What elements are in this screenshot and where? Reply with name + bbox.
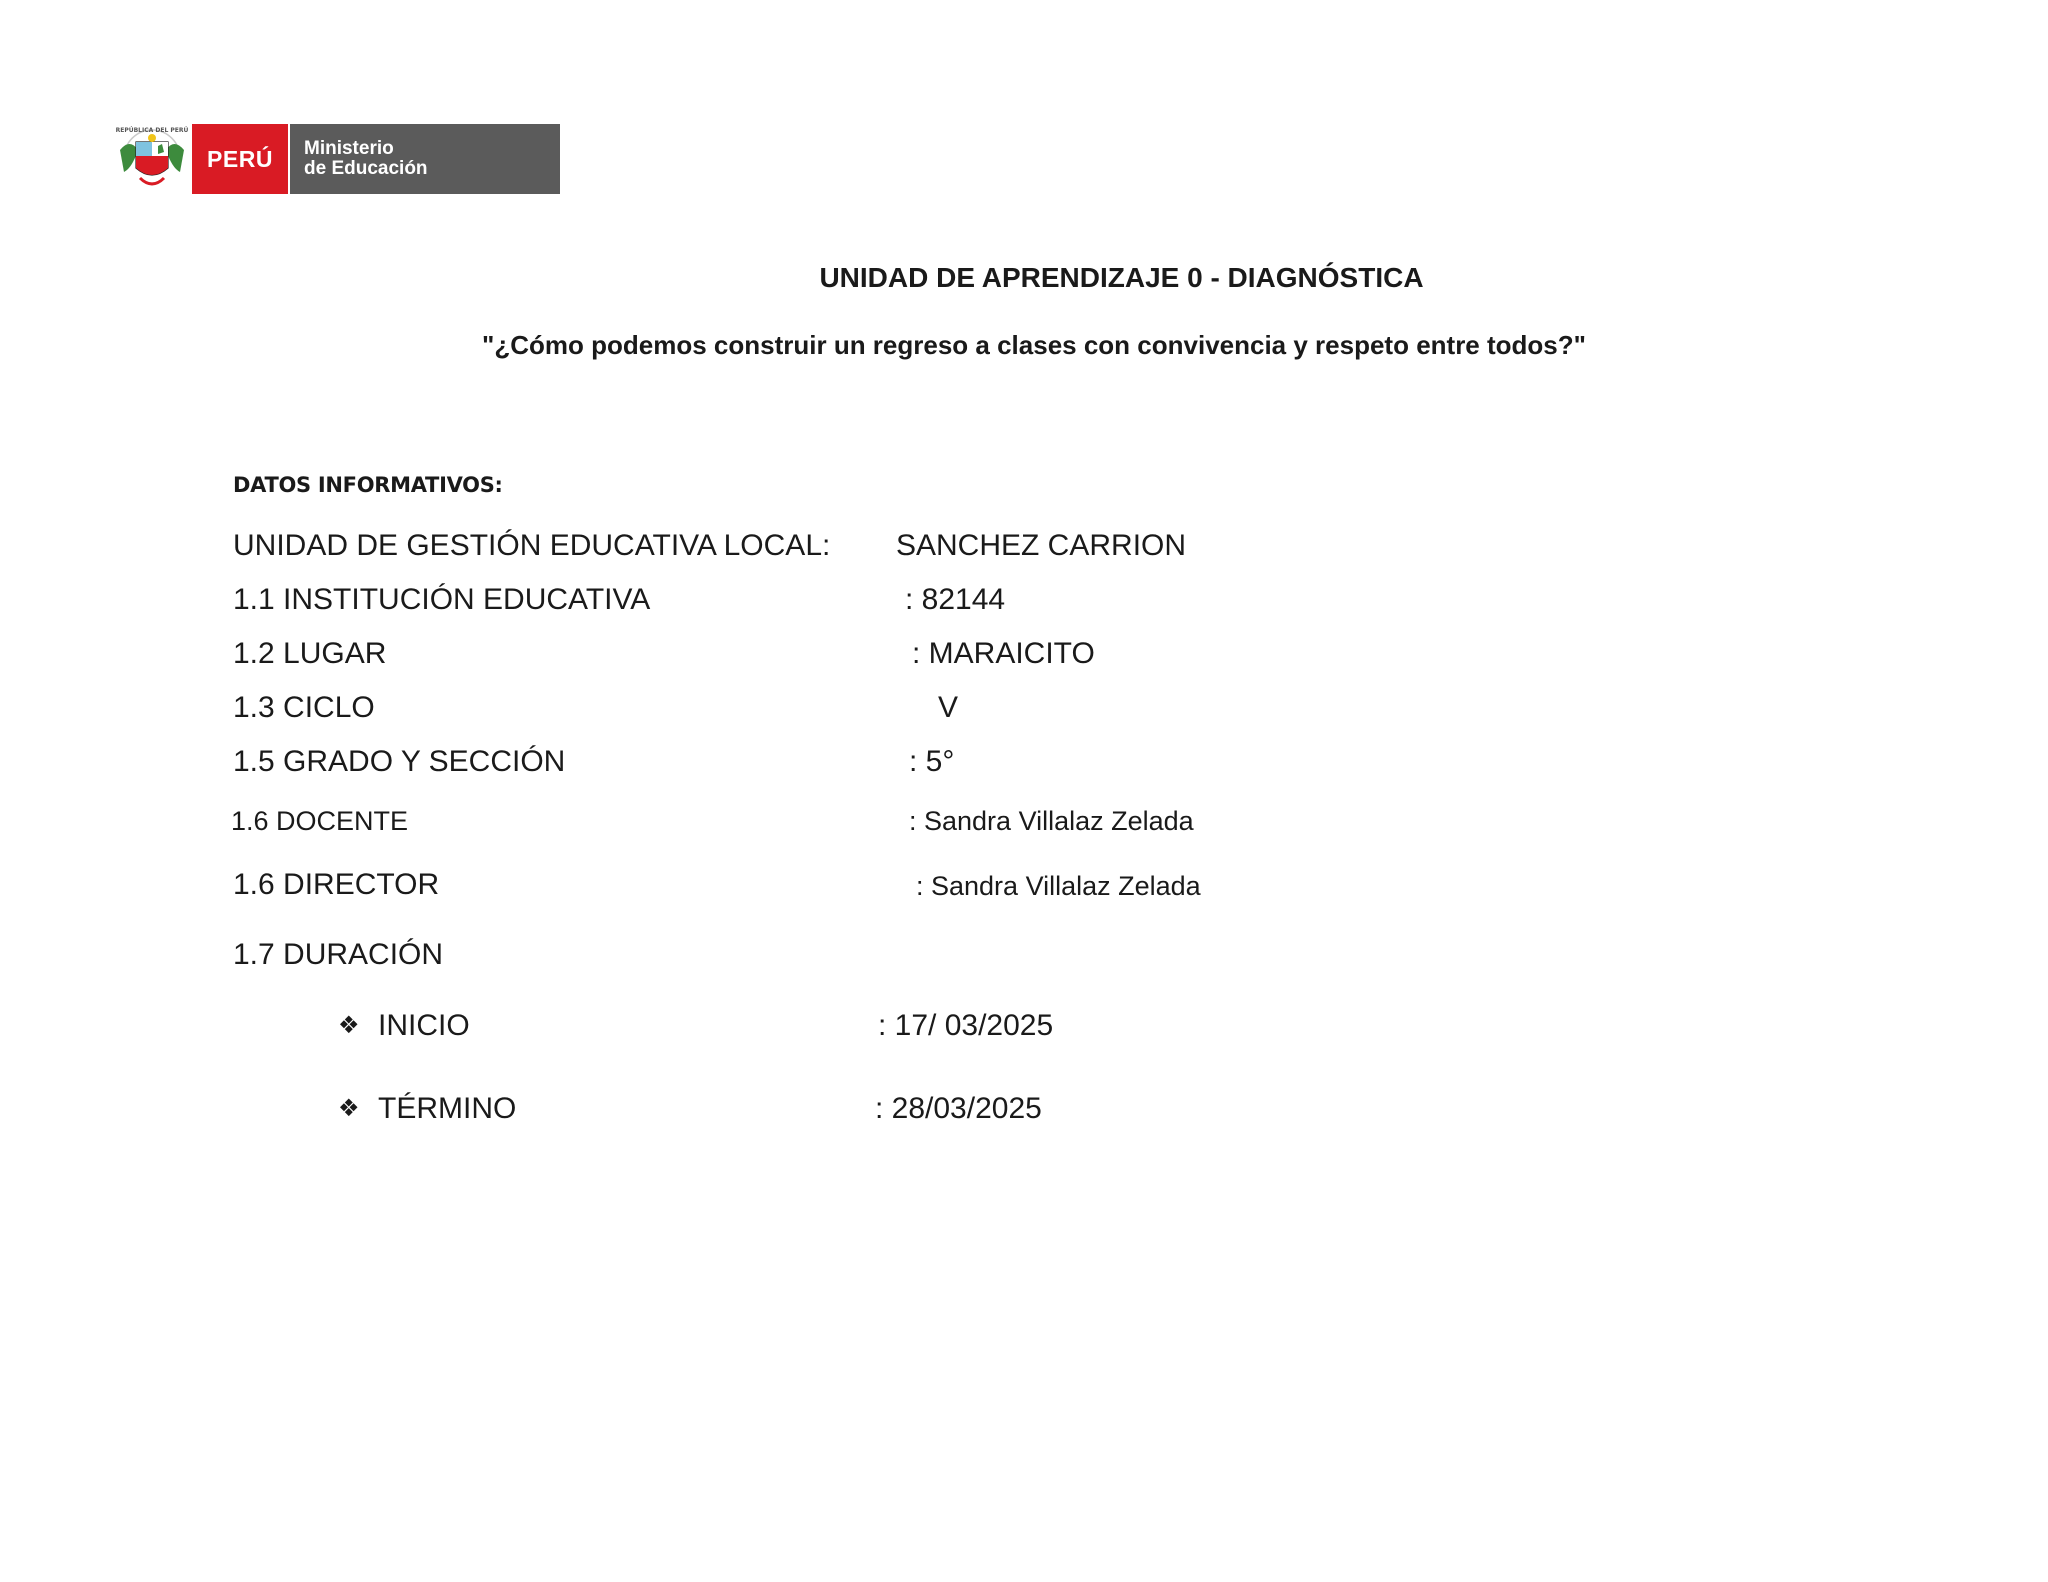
row-lugar-label: 1.2 LUGAR [233,637,387,670]
svg-text:REPÚBLICA DEL PERÚ: REPÚBLICA DEL PERÚ [115,127,189,134]
row-grado-value: : 5° [909,745,955,778]
document-title-text: UNIDAD DE APRENDIZAJE 0 - DIAGNÓSTICA [819,262,1424,293]
bullet-inicio-value: : 17/ 03/2025 [878,1009,1054,1042]
bullet-termino-value: : 28/03/2025 [875,1092,1042,1125]
ministry-line-1: Ministerio [304,138,394,159]
ministry-line-2: de Educación [304,158,428,179]
row-duracion-label: 1.7 DURACIÓN [233,938,444,971]
bullet-termino [338,1092,1042,1126]
diamond-bullet-icon: ❖ [338,1011,360,1039]
row-ciclo-label: 1.3 CICLO [233,691,375,724]
row-director-label: 1.6 DIRECTOR [233,868,440,901]
document-title [0,262,2048,294]
row-ciclo-value: V [938,691,959,724]
document-subtitle-text: "¿Cómo podemos construir un regreso a clases con convivencia y respeto entre todos?" [482,330,1586,360]
ministry-label [288,124,560,194]
row-grado [233,745,955,779]
row-ugel-label: UNIDAD DE GESTIÓN EDUCATIVA LOCAL: [233,529,831,562]
row-docente-label: 1.6 DOCENTE [231,806,409,836]
peru-label: PERÚ [192,124,288,194]
row-lugar-value: : MARAICITO [912,637,1095,670]
row-institucion-value: : 82144 [905,583,1006,616]
diamond-bullet-icon: ❖ [338,1094,360,1122]
row-ugel-value: SANCHEZ CARRION [896,529,1187,562]
document-subtitle [0,330,2048,361]
row-director [233,868,1201,902]
bullet-inicio-label: INICIO [378,1009,470,1042]
row-duracion [233,938,443,972]
row-docente [231,806,1194,837]
row-lugar [233,637,1095,671]
row-director-value: : Sandra Villalaz Zelada [916,871,1201,901]
minedu-logo [114,124,560,194]
row-institucion-label: 1.1 INSTITUCIÓN EDUCATIVA [233,583,651,616]
row-docente-value: : Sandra Villalaz Zelada [909,806,1194,836]
row-institucion [233,583,1006,617]
bullet-inicio [338,1009,1054,1043]
row-ugel [233,529,1187,563]
coat-of-arms-icon [114,124,190,194]
bullet-termino-label: TÉRMINO [378,1092,517,1125]
row-grado-label: 1.5 GRADO Y SECCIÓN [233,745,566,778]
row-ciclo [233,691,959,725]
section-heading: DATOS INFORMATIVOS: [233,473,503,497]
